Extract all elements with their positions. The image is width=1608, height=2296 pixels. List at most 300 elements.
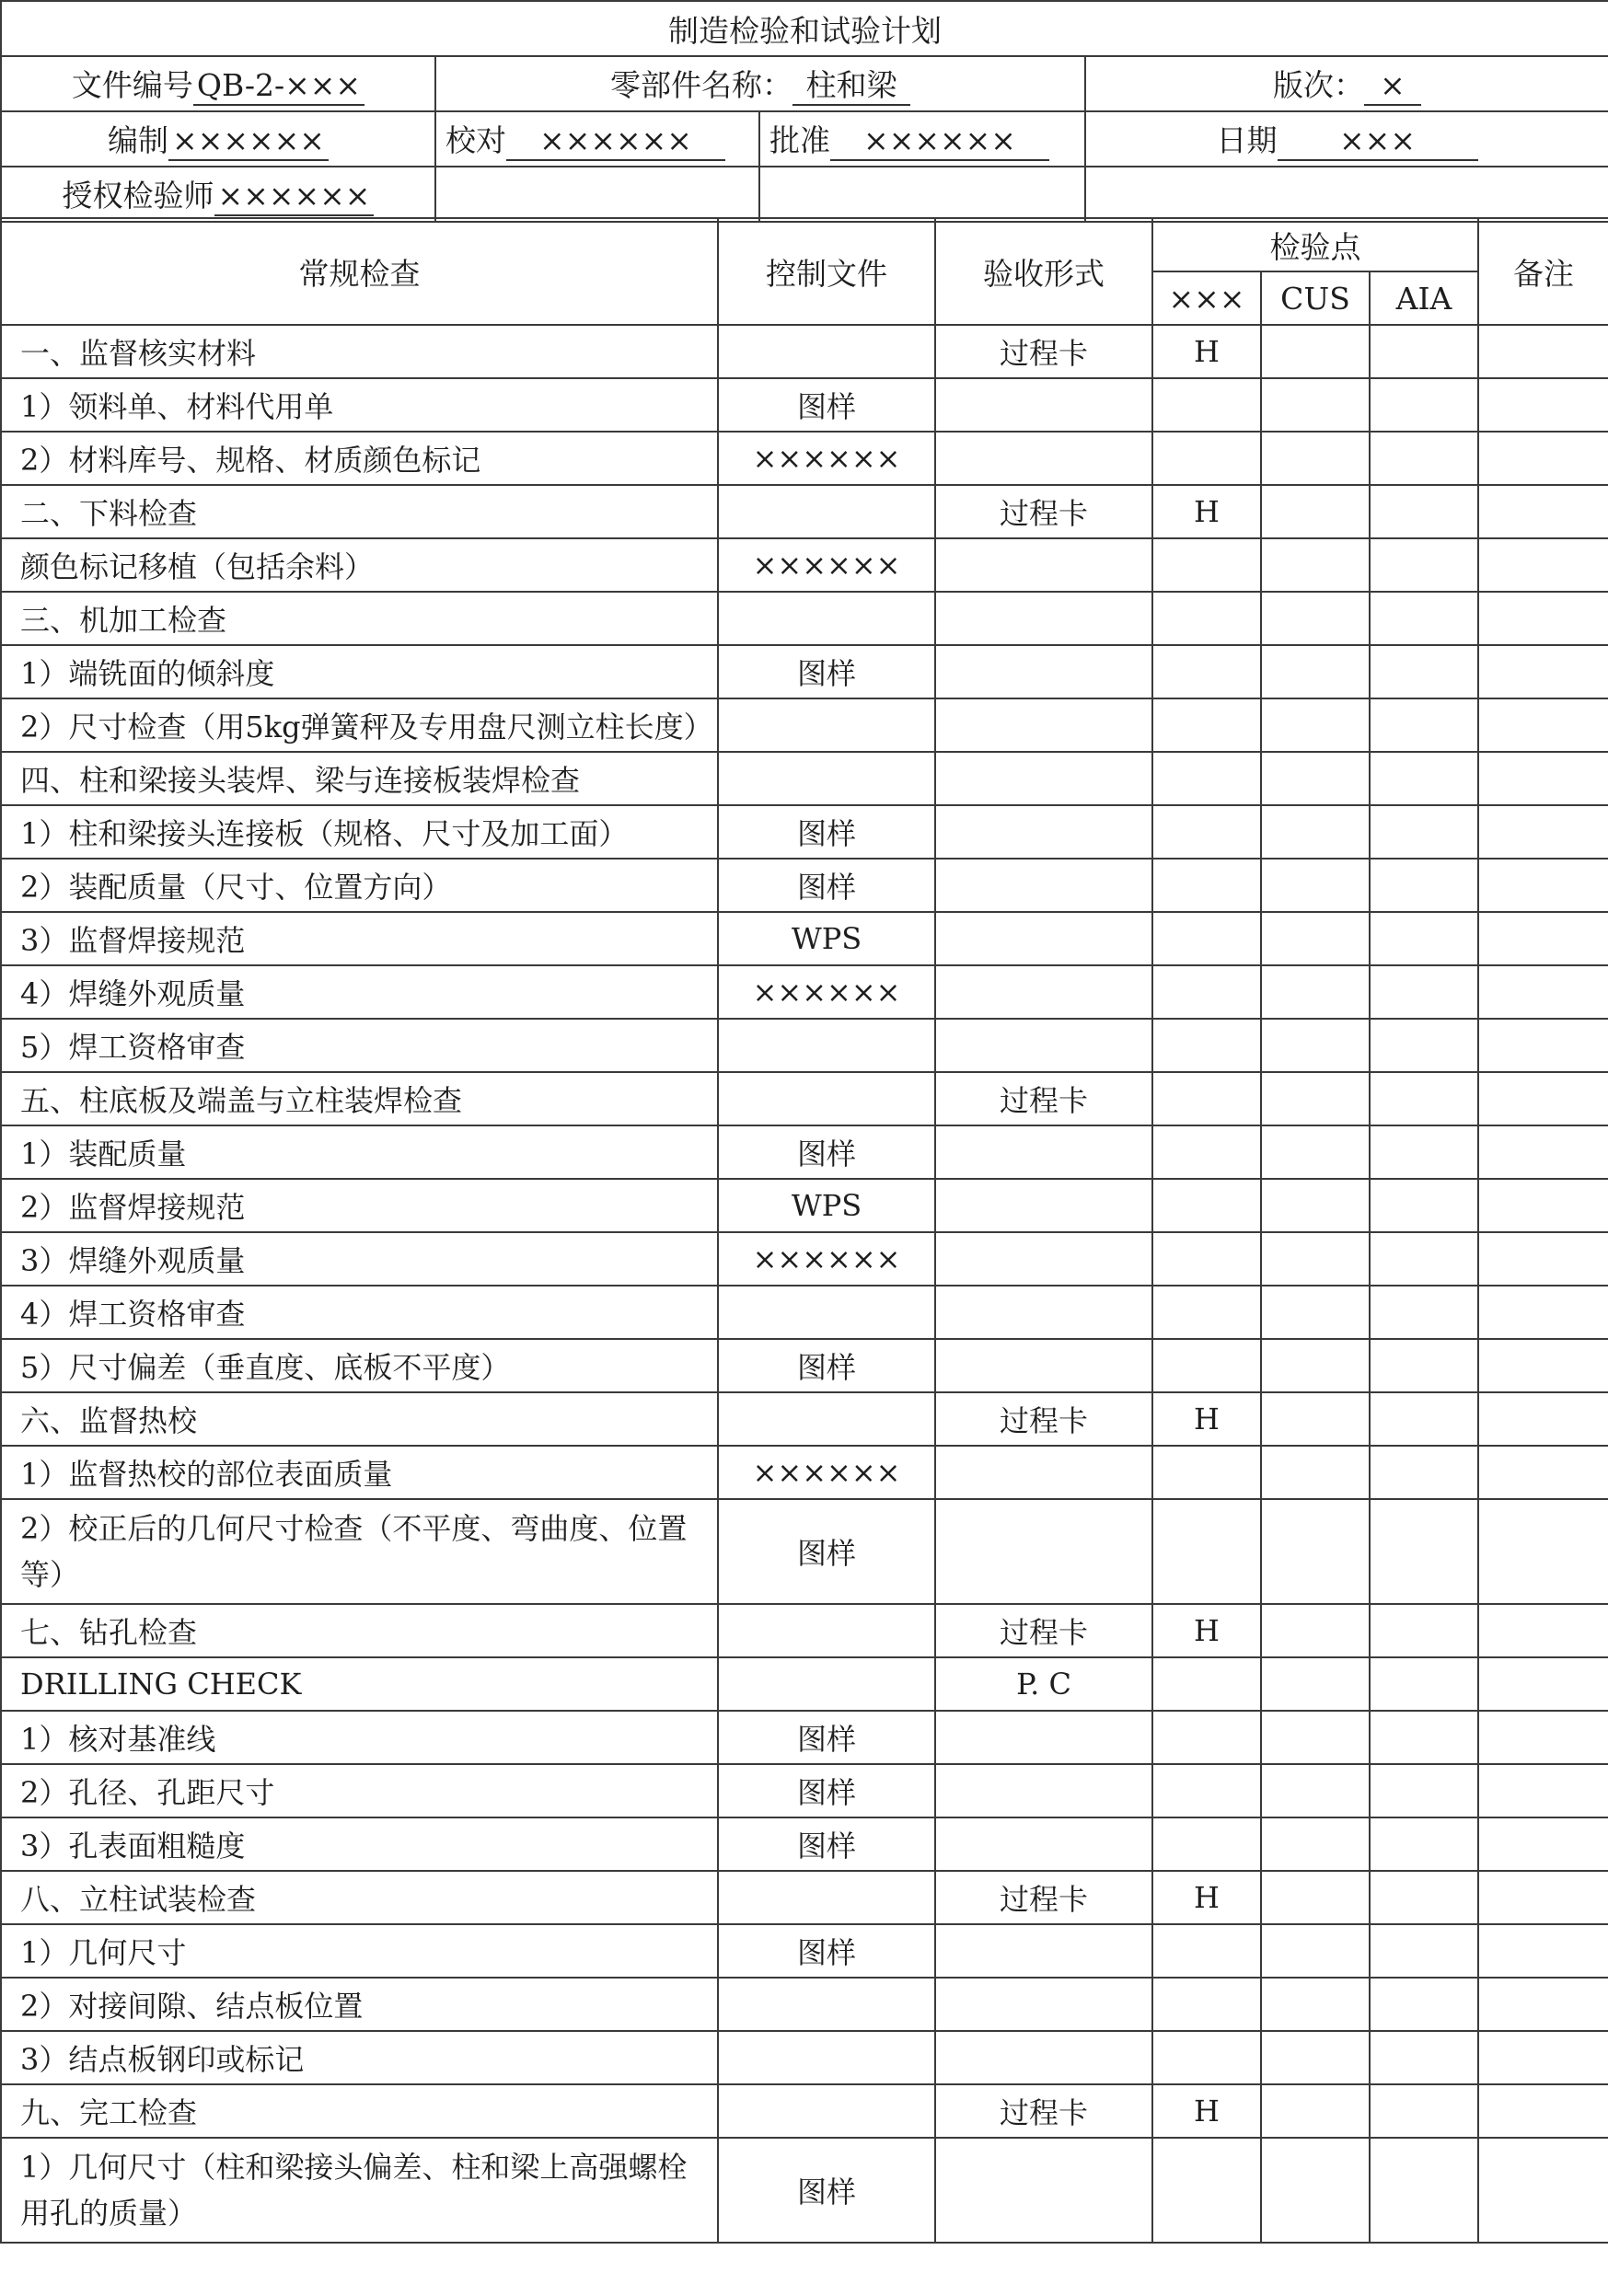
row-remarks bbox=[1478, 859, 1608, 912]
row-point-aia bbox=[1370, 378, 1478, 432]
row-point-cus bbox=[1261, 859, 1370, 912]
row-remarks bbox=[1478, 2031, 1608, 2084]
table-row bbox=[1, 2031, 1608, 2084]
row-point-xxx bbox=[1152, 432, 1261, 485]
row-acceptance-form bbox=[935, 1817, 1152, 1871]
row-point-aia bbox=[1370, 1764, 1478, 1817]
row-point-aia bbox=[1370, 1817, 1478, 1871]
row-acceptance-form bbox=[935, 859, 1152, 912]
inspector-label: 授权检验师 bbox=[62, 178, 214, 213]
revision-value: × bbox=[1364, 67, 1421, 106]
row-acceptance-form: 过程卡 bbox=[935, 1392, 1152, 1446]
table-row bbox=[1, 752, 1608, 805]
row-control-document: 图样 bbox=[718, 1339, 935, 1392]
table-row bbox=[1, 538, 1608, 592]
row-point-aia bbox=[1370, 2031, 1478, 2084]
table-row bbox=[1, 965, 1608, 1019]
row-item-text: 八、立柱试装检查 bbox=[1, 1871, 718, 1924]
table-row bbox=[1, 1446, 1608, 1499]
row-point-aia bbox=[1370, 752, 1478, 805]
empty-cell bbox=[435, 167, 759, 222]
row-remarks bbox=[1478, 378, 1608, 432]
row-point-cus bbox=[1261, 965, 1370, 1019]
plan-header-table bbox=[0, 0, 1608, 223]
row-point-xxx bbox=[1152, 1764, 1261, 1817]
table-row bbox=[1, 432, 1608, 485]
row-point-cus bbox=[1261, 432, 1370, 485]
row-point-xxx: H bbox=[1152, 1871, 1261, 1924]
row-point-cus bbox=[1261, 1286, 1370, 1339]
row-remarks bbox=[1478, 1499, 1608, 1604]
row-point-aia bbox=[1370, 325, 1478, 378]
row-item-text: 1）端铣面的倾斜度 bbox=[1, 645, 718, 698]
row-point-aia bbox=[1370, 1072, 1478, 1125]
row-item-text: 2）尺寸检查（用5kg弹簧秤及专用盘尺测立柱长度） bbox=[1, 698, 718, 752]
row-point-aia bbox=[1370, 859, 1478, 912]
row-remarks bbox=[1478, 325, 1608, 378]
row-point-cus bbox=[1261, 1764, 1370, 1817]
row-point-cus bbox=[1261, 752, 1370, 805]
checked-cell bbox=[435, 111, 759, 167]
row-point-aia bbox=[1370, 2138, 1478, 2243]
row-point-aia bbox=[1370, 2084, 1478, 2138]
row-remarks bbox=[1478, 432, 1608, 485]
row-point-aia bbox=[1370, 1232, 1478, 1286]
row-point-cus bbox=[1261, 1446, 1370, 1499]
row-item-text: 2）校正后的几何尺寸检查（不平度、弯曲度、位置等） bbox=[1, 1499, 718, 1604]
date-value: ××× bbox=[1278, 122, 1478, 161]
row-acceptance-form bbox=[935, 2031, 1152, 2084]
compiled-value: ×××××× bbox=[168, 122, 329, 161]
row-control-document bbox=[718, 1604, 935, 1657]
compiled-cell bbox=[1, 111, 435, 167]
row-remarks bbox=[1478, 1232, 1608, 1286]
row-point-cus bbox=[1261, 2138, 1370, 2243]
table-row bbox=[1, 1286, 1608, 1339]
row-item-text: 一、监督核实材料 bbox=[1, 325, 718, 378]
row-point-aia bbox=[1370, 1978, 1478, 2031]
row-point-cus bbox=[1261, 592, 1370, 645]
table-row bbox=[1, 859, 1608, 912]
row-item-text: 1）领料单、材料代用单 bbox=[1, 378, 718, 432]
row-acceptance-form bbox=[935, 1179, 1152, 1232]
row-control-document: 图样 bbox=[718, 2138, 935, 2243]
row-remarks bbox=[1478, 1339, 1608, 1392]
row-acceptance-form: 过程卡 bbox=[935, 325, 1152, 378]
empty-cell bbox=[1085, 167, 1608, 222]
row-control-document bbox=[718, 325, 935, 378]
row-point-cus bbox=[1261, 1019, 1370, 1072]
row-item-text: 2）材料库号、规格、材质颜色标记 bbox=[1, 432, 718, 485]
row-point-xxx bbox=[1152, 1072, 1261, 1125]
row-control-document: ×××××× bbox=[718, 538, 935, 592]
row-control-document bbox=[718, 1072, 935, 1125]
row-item-text: 3）孔表面粗糙度 bbox=[1, 1817, 718, 1871]
row-point-cus bbox=[1261, 1978, 1370, 2031]
row-point-cus bbox=[1261, 485, 1370, 538]
row-point-cus bbox=[1261, 325, 1370, 378]
row-remarks bbox=[1478, 1871, 1608, 1924]
row-control-document: 图样 bbox=[718, 1817, 935, 1871]
row-point-xxx: H bbox=[1152, 325, 1261, 378]
row-control-document: ×××××× bbox=[718, 1446, 935, 1499]
row-point-cus bbox=[1261, 1392, 1370, 1446]
row-item-text: 三、机加工检查 bbox=[1, 592, 718, 645]
approved-label: 批准 bbox=[769, 122, 830, 158]
row-point-xxx bbox=[1152, 1179, 1261, 1232]
row-item-text: 四、柱和梁接头装焊、梁与连接板装焊检查 bbox=[1, 752, 718, 805]
row-acceptance-form bbox=[935, 538, 1152, 592]
table-row bbox=[1, 1764, 1608, 1817]
row-remarks bbox=[1478, 1179, 1608, 1232]
row-control-document bbox=[718, 1978, 935, 2031]
row-point-xxx bbox=[1152, 1924, 1261, 1978]
table-row bbox=[1, 485, 1608, 538]
row-point-cus bbox=[1261, 1232, 1370, 1286]
row-point-xxx bbox=[1152, 1711, 1261, 1764]
row-acceptance-form: 过程卡 bbox=[935, 485, 1152, 538]
row-item-text: 九、完工检查 bbox=[1, 2084, 718, 2138]
row-item-text: 1）监督热校的部位表面质量 bbox=[1, 1446, 718, 1499]
row-point-xxx bbox=[1152, 2138, 1261, 2243]
row-item-text: 1）几何尺寸（柱和梁接头偏差、柱和梁上高强螺栓用孔的质量） bbox=[1, 2138, 718, 2243]
row-item-text: 4）焊工资格审查 bbox=[1, 1286, 718, 1339]
row-point-xxx bbox=[1152, 1286, 1261, 1339]
table-row bbox=[1, 1499, 1608, 1604]
file-number-cell bbox=[1, 56, 435, 111]
row-point-aia bbox=[1370, 1657, 1478, 1711]
row-item-text: 1）几何尺寸 bbox=[1, 1924, 718, 1978]
row-acceptance-form bbox=[935, 1339, 1152, 1392]
row-point-cus bbox=[1261, 1604, 1370, 1657]
row-item-text: 2）对接间隙、结点板位置 bbox=[1, 1978, 718, 2031]
table-row bbox=[1, 1392, 1608, 1446]
row-acceptance-form bbox=[935, 752, 1152, 805]
row-point-cus bbox=[1261, 912, 1370, 965]
row-point-xxx bbox=[1152, 1339, 1261, 1392]
row-remarks bbox=[1478, 1817, 1608, 1871]
date-label: 日期 bbox=[1216, 122, 1278, 158]
date-cell bbox=[1085, 111, 1608, 167]
table-row bbox=[1, 378, 1608, 432]
row-point-aia bbox=[1370, 1179, 1478, 1232]
row-item-text: 2）孔径、孔距尺寸 bbox=[1, 1764, 718, 1817]
row-acceptance-form bbox=[935, 1499, 1152, 1604]
inspection-table bbox=[0, 217, 1608, 2244]
row-acceptance-form bbox=[935, 432, 1152, 485]
row-item-text: 1）柱和梁接头连接板（规格、尺寸及加工面） bbox=[1, 805, 718, 859]
table-row bbox=[1, 645, 1608, 698]
row-point-cus bbox=[1261, 1657, 1370, 1711]
row-acceptance-form bbox=[935, 1125, 1152, 1179]
row-control-document bbox=[718, 485, 935, 538]
row-acceptance-form: 过程卡 bbox=[935, 1072, 1152, 1125]
row-control-document: WPS bbox=[718, 1179, 935, 1232]
col-header-point-xxx: ××× bbox=[1152, 271, 1261, 325]
row-acceptance-form bbox=[935, 1711, 1152, 1764]
row-control-document: 图样 bbox=[718, 1764, 935, 1817]
row-control-document bbox=[718, 698, 935, 752]
row-point-xxx bbox=[1152, 805, 1261, 859]
row-control-document: 图样 bbox=[718, 859, 935, 912]
table-row bbox=[1, 1072, 1608, 1125]
row-acceptance-form: P. C bbox=[935, 1657, 1152, 1711]
row-remarks bbox=[1478, 1604, 1608, 1657]
row-remarks bbox=[1478, 1711, 1608, 1764]
row-remarks bbox=[1478, 1125, 1608, 1179]
row-point-cus bbox=[1261, 1499, 1370, 1604]
row-item-text: 3）监督焊接规范 bbox=[1, 912, 718, 965]
row-item-text: 七、钻孔检查 bbox=[1, 1604, 718, 1657]
row-point-aia bbox=[1370, 485, 1478, 538]
row-acceptance-form bbox=[935, 1764, 1152, 1817]
row-remarks bbox=[1478, 1978, 1608, 2031]
row-point-xxx bbox=[1152, 1232, 1261, 1286]
approved-value: ×××××× bbox=[830, 122, 1049, 161]
row-point-cus bbox=[1261, 2084, 1370, 2138]
row-acceptance-form bbox=[935, 645, 1152, 698]
row-acceptance-form bbox=[935, 1019, 1152, 1072]
row-point-xxx bbox=[1152, 538, 1261, 592]
row-point-aia bbox=[1370, 1019, 1478, 1072]
row-remarks bbox=[1478, 1392, 1608, 1446]
row-control-document bbox=[718, 2031, 935, 2084]
row-point-aia bbox=[1370, 1711, 1478, 1764]
row-acceptance-form bbox=[935, 1232, 1152, 1286]
table-row bbox=[1, 1711, 1608, 1764]
row-item-text: 3）结点板钢印或标记 bbox=[1, 2031, 718, 2084]
row-remarks bbox=[1478, 1657, 1608, 1711]
row-acceptance-form bbox=[935, 698, 1152, 752]
row-point-aia bbox=[1370, 1499, 1478, 1604]
row-point-xxx: H bbox=[1152, 1392, 1261, 1446]
row-remarks bbox=[1478, 1019, 1608, 1072]
row-remarks bbox=[1478, 805, 1608, 859]
row-acceptance-form bbox=[935, 592, 1152, 645]
row-point-aia bbox=[1370, 592, 1478, 645]
row-point-aia bbox=[1370, 1446, 1478, 1499]
row-remarks bbox=[1478, 485, 1608, 538]
table-row bbox=[1, 592, 1608, 645]
table-row bbox=[1, 912, 1608, 965]
compiled-label: 编制 bbox=[108, 122, 169, 158]
row-point-cus bbox=[1261, 1339, 1370, 1392]
table-row bbox=[1, 1125, 1608, 1179]
row-point-aia bbox=[1370, 538, 1478, 592]
file-number-label: 文件编号 bbox=[71, 67, 193, 103]
row-control-document bbox=[718, 1871, 935, 1924]
row-acceptance-form bbox=[935, 965, 1152, 1019]
table-row bbox=[1, 805, 1608, 859]
row-item-text: 2）装配质量（尺寸、位置方向） bbox=[1, 859, 718, 912]
row-point-cus bbox=[1261, 1924, 1370, 1978]
row-control-document: 图样 bbox=[718, 1125, 935, 1179]
row-acceptance-form bbox=[935, 805, 1152, 859]
empty-cell bbox=[759, 167, 1085, 222]
row-point-xxx bbox=[1152, 859, 1261, 912]
row-point-aia bbox=[1370, 1924, 1478, 1978]
row-point-xxx bbox=[1152, 378, 1261, 432]
row-item-text: 5）焊工资格审查 bbox=[1, 1019, 718, 1072]
table-row bbox=[1, 325, 1608, 378]
row-point-xxx bbox=[1152, 1499, 1261, 1604]
row-control-document bbox=[718, 2084, 935, 2138]
row-remarks bbox=[1478, 538, 1608, 592]
approved-cell bbox=[759, 111, 1085, 167]
inspector-value: ×××××× bbox=[214, 178, 375, 216]
row-point-cus bbox=[1261, 1125, 1370, 1179]
row-point-aia bbox=[1370, 1871, 1478, 1924]
row-remarks bbox=[1478, 912, 1608, 965]
row-point-aia bbox=[1370, 805, 1478, 859]
row-item-text: 六、监督热校 bbox=[1, 1392, 718, 1446]
row-point-aia bbox=[1370, 1339, 1478, 1392]
table-row bbox=[1, 2138, 1608, 2243]
revision-cell bbox=[1085, 56, 1608, 111]
row-point-cus bbox=[1261, 2031, 1370, 2084]
row-remarks bbox=[1478, 1924, 1608, 1978]
row-control-document bbox=[718, 1392, 935, 1446]
row-remarks bbox=[1478, 1764, 1608, 1817]
row-point-xxx: H bbox=[1152, 1604, 1261, 1657]
row-point-cus bbox=[1261, 805, 1370, 859]
table-row bbox=[1, 698, 1608, 752]
row-item-text: 颜色标记移植（包括余料） bbox=[1, 538, 718, 592]
row-acceptance-form bbox=[935, 378, 1152, 432]
row-acceptance-form bbox=[935, 1446, 1152, 1499]
row-point-cus bbox=[1261, 1817, 1370, 1871]
row-point-cus bbox=[1261, 645, 1370, 698]
row-point-aia bbox=[1370, 965, 1478, 1019]
table-row bbox=[1, 2084, 1608, 2138]
row-point-cus bbox=[1261, 698, 1370, 752]
inspection-rows bbox=[1, 325, 1608, 2243]
row-item-text: 3）焊缝外观质量 bbox=[1, 1232, 718, 1286]
row-item-text: 5）尺寸偏差（垂直度、底板不平度） bbox=[1, 1339, 718, 1392]
table-row bbox=[1, 1339, 1608, 1392]
row-acceptance-form: 过程卡 bbox=[935, 1604, 1152, 1657]
row-remarks bbox=[1478, 1286, 1608, 1339]
row-point-xxx bbox=[1152, 1978, 1261, 2031]
row-point-cus bbox=[1261, 378, 1370, 432]
row-point-xxx: H bbox=[1152, 485, 1261, 538]
row-acceptance-form bbox=[935, 1286, 1152, 1339]
row-point-aia bbox=[1370, 645, 1478, 698]
revision-label: 版次： bbox=[1273, 67, 1364, 103]
row-remarks bbox=[1478, 592, 1608, 645]
row-point-aia bbox=[1370, 912, 1478, 965]
col-header-point-aia: AIA bbox=[1370, 271, 1478, 325]
row-control-document: 图样 bbox=[718, 645, 935, 698]
row-control-document: ×××××× bbox=[718, 432, 935, 485]
row-control-document: ×××××× bbox=[718, 965, 935, 1019]
row-item-text: 2）监督焊接规范 bbox=[1, 1179, 718, 1232]
row-remarks bbox=[1478, 752, 1608, 805]
col-header-point-cus: CUS bbox=[1261, 271, 1370, 325]
col-header-inspection-point: 检验点 bbox=[1152, 218, 1478, 271]
row-control-document: 图样 bbox=[718, 1499, 935, 1604]
table-row bbox=[1, 1817, 1608, 1871]
row-point-xxx bbox=[1152, 1125, 1261, 1179]
plan-title: 制造检验和试验计划 bbox=[1, 1, 1608, 56]
row-point-cus bbox=[1261, 538, 1370, 592]
inspector-cell bbox=[1, 167, 435, 222]
row-point-aia bbox=[1370, 432, 1478, 485]
row-point-aia bbox=[1370, 1286, 1478, 1339]
part-name-value: 柱和梁 bbox=[792, 67, 910, 106]
row-point-xxx bbox=[1152, 1446, 1261, 1499]
row-remarks bbox=[1478, 2084, 1608, 2138]
checked-value: ×××××× bbox=[506, 122, 725, 161]
row-point-xxx bbox=[1152, 645, 1261, 698]
col-header-remarks: 备注 bbox=[1478, 218, 1608, 325]
row-control-document bbox=[718, 752, 935, 805]
row-item-text: 五、柱底板及端盖与立柱装焊检查 bbox=[1, 1072, 718, 1125]
row-remarks bbox=[1478, 965, 1608, 1019]
row-control-document: 图样 bbox=[718, 1924, 935, 1978]
row-point-cus bbox=[1261, 1072, 1370, 1125]
row-point-aia bbox=[1370, 1604, 1478, 1657]
row-point-xxx bbox=[1152, 965, 1261, 1019]
table-row bbox=[1, 1657, 1608, 1711]
row-control-document: ×××××× bbox=[718, 1232, 935, 1286]
row-point-xxx bbox=[1152, 698, 1261, 752]
row-point-cus bbox=[1261, 1711, 1370, 1764]
row-point-xxx: H bbox=[1152, 2084, 1261, 2138]
row-item-text: 1）核对基准线 bbox=[1, 1711, 718, 1764]
col-header-acceptance-form: 验收形式 bbox=[935, 218, 1152, 325]
row-item-text: 4）焊缝外观质量 bbox=[1, 965, 718, 1019]
row-point-xxx bbox=[1152, 1817, 1261, 1871]
row-point-xxx bbox=[1152, 2031, 1261, 2084]
row-point-cus bbox=[1261, 1871, 1370, 1924]
part-name-cell bbox=[435, 56, 1085, 111]
row-point-xxx bbox=[1152, 912, 1261, 965]
row-control-document bbox=[718, 1657, 935, 1711]
row-remarks bbox=[1478, 1072, 1608, 1125]
row-item-text: DRILLING CHECK bbox=[1, 1657, 718, 1711]
row-point-xxx bbox=[1152, 1657, 1261, 1711]
col-header-routine-check: 常规检查 bbox=[1, 218, 718, 325]
row-point-xxx bbox=[1152, 752, 1261, 805]
row-control-document bbox=[718, 592, 935, 645]
row-acceptance-form: 过程卡 bbox=[935, 2084, 1152, 2138]
row-point-xxx bbox=[1152, 592, 1261, 645]
row-acceptance-form bbox=[935, 1978, 1152, 2031]
row-remarks bbox=[1478, 698, 1608, 752]
col-header-control-document: 控制文件 bbox=[718, 218, 935, 325]
table-row bbox=[1, 1924, 1608, 1978]
row-point-xxx bbox=[1152, 1019, 1261, 1072]
row-control-document: 图样 bbox=[718, 378, 935, 432]
row-control-document bbox=[718, 1019, 935, 1072]
table-row bbox=[1, 1179, 1608, 1232]
table-row bbox=[1, 1978, 1608, 2031]
row-remarks bbox=[1478, 1446, 1608, 1499]
row-control-document: 图样 bbox=[718, 805, 935, 859]
row-point-cus bbox=[1261, 1179, 1370, 1232]
row-point-aia bbox=[1370, 1125, 1478, 1179]
table-row bbox=[1, 1604, 1608, 1657]
table-row bbox=[1, 1232, 1608, 1286]
row-acceptance-form bbox=[935, 1924, 1152, 1978]
part-name-label: 零部件名称： bbox=[610, 67, 792, 103]
table-row bbox=[1, 1871, 1608, 1924]
file-number-value: QB-2-××× bbox=[193, 67, 364, 106]
row-item-text: 1）装配质量 bbox=[1, 1125, 718, 1179]
checked-label: 校对 bbox=[445, 122, 506, 158]
row-remarks bbox=[1478, 2138, 1608, 2243]
